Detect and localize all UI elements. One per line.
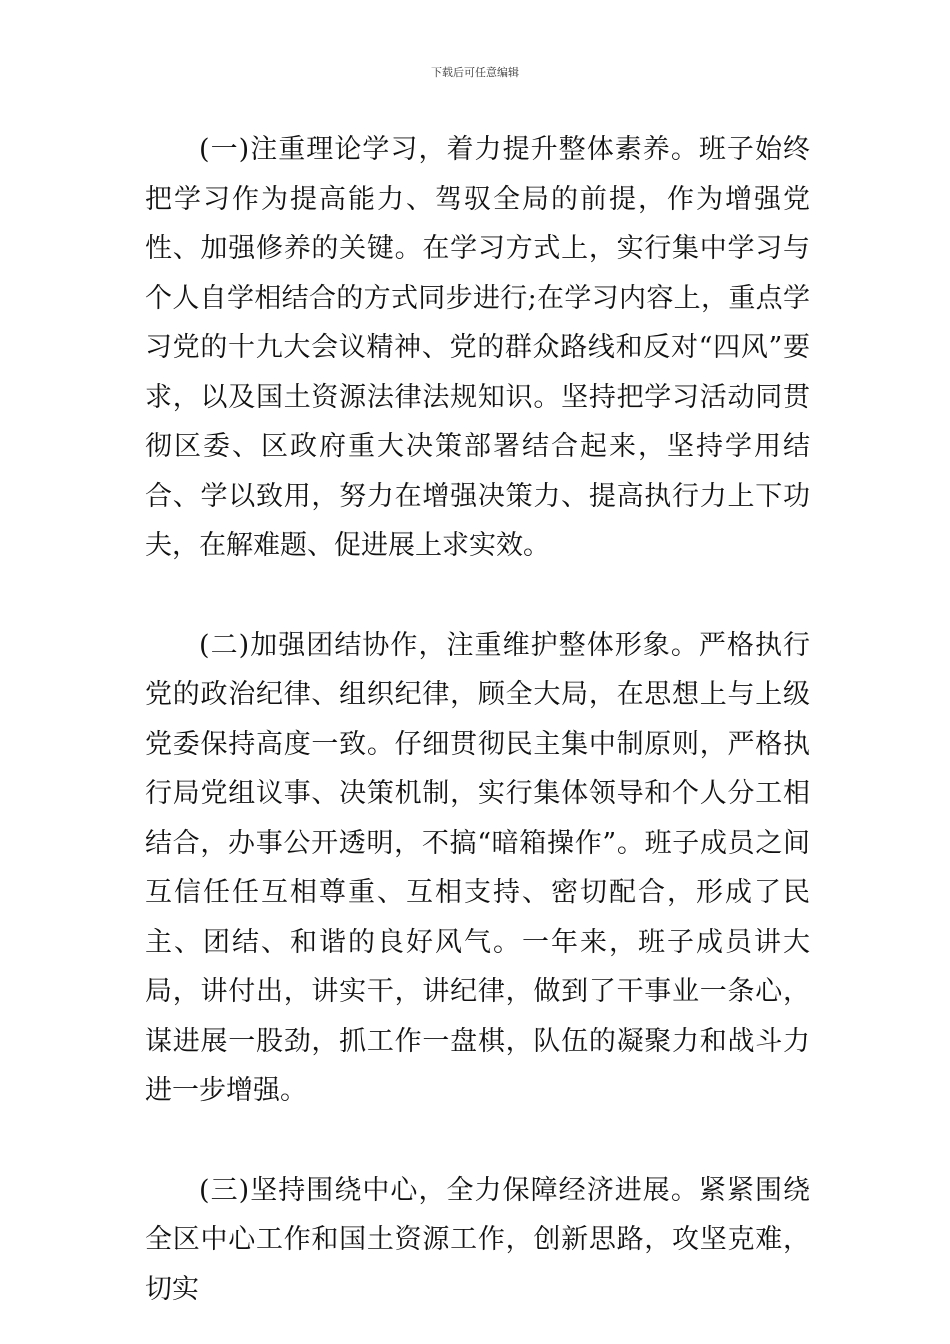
page-header: 下载后可任意编辑 [431,66,519,79]
document-body [145,125,810,1314]
paragraph-3: (三)坚持围绕中心，全力保障经济进展。紧紧围绕全区中心工作和国土资源工作，创新思路，攻坚克难，切实 [145,1174,810,1305]
paragraph-1: (一)注重理论学习，着力提升整体素养。班子始终把学习作为提高能力、驾驭全局的前提，作为增强党性、加强修养的关键。在学习方式上，实行集中学习与个人自学相结合的方式同步进行;在学习内容上，重点学习党的十九大会议精神、党的群众路线和反对“四风”要求，以及国土资源法律法规知识。坚持把学习活动同贯彻区委、区政府重大决策部署结合起来，坚持学用结合、学以致用，努力在增强决策力、提高执行力上下功夫，在解难题、促进展上求实效。 [145,134,810,561]
paragraph-2: (二)加强团结协作，注重维护整体形象。严格执行党的政治纪律、组织纪律，顾全大局，在思想上与上级党委保持高度一致。仔细贯彻民主集中制原则，严格执行局党组议事、决策机制，实行集体领导和个人分工相结合，办事公开透明，不搞“暗箱操作”。班子成员之间互信任任互相尊重、互相支持、密切配合，形成了民主、团结、和谐的良好风气。一年来，班子成员讲大局，讲付出，讲实干，讲纪律，做到了干事业一条心，谋进展一股劲，抓工作一盘棋，队伍的凝聚力和战斗力进一步增强。 [145,629,810,1106]
